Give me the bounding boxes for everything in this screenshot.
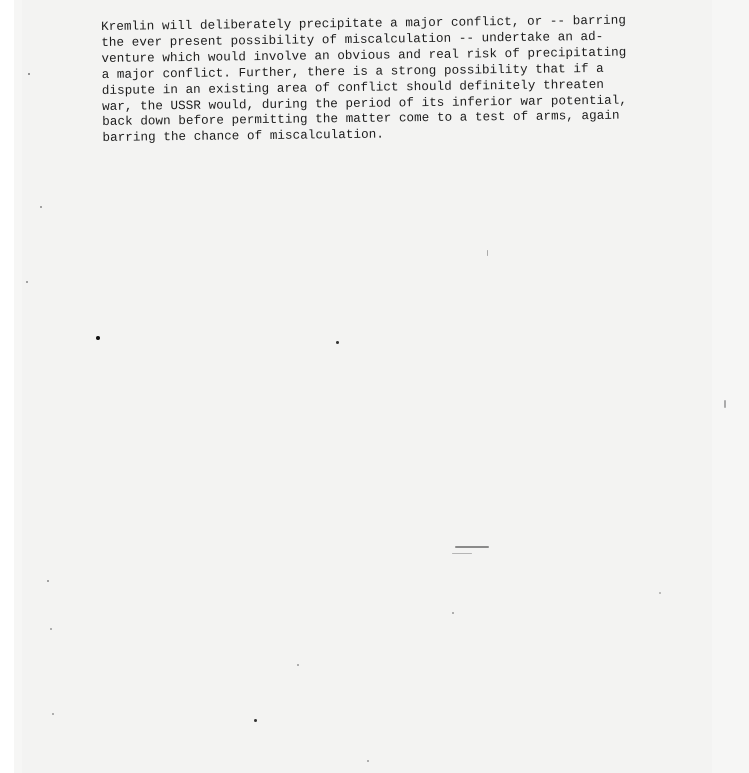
scan-speck <box>297 664 299 666</box>
scan-speck <box>52 713 54 715</box>
scan-speck <box>40 206 42 208</box>
scan-speck <box>487 250 488 256</box>
text-line: war, the USSR would, during the period of its inferior war potential, <box>101 93 628 114</box>
scan-speck <box>724 400 726 408</box>
text-line: Kremlin will deliberately precipitate a major conflict, or -- barring <box>101 13 627 34</box>
scan-speck <box>96 336 100 340</box>
text-line: dispute in an existing area of conflict should definitely threaten <box>101 77 605 98</box>
scan-speck <box>336 341 339 344</box>
text-line: venture which would involve an obvious and real risk of precipitating <box>101 45 627 66</box>
scan-speck <box>659 592 661 594</box>
scan-speck <box>50 628 52 630</box>
text-line: the ever present possibility of miscalculation -- undertake an ad- <box>101 29 604 50</box>
scan-speck <box>367 760 369 762</box>
text-line: a major conflict. Further, there is a strong possibility that if a <box>101 61 604 82</box>
scan-speck <box>452 612 454 614</box>
text-line: barring the chance of miscalculation. <box>102 127 384 146</box>
typewritten-paragraph <box>101 13 643 147</box>
scan-speck <box>28 73 30 75</box>
scan-speck <box>47 580 49 582</box>
scan-streak <box>455 546 489 548</box>
scan-streak <box>452 553 472 554</box>
scan-speck <box>254 719 257 722</box>
text-line: back down before permitting the matter come to a test of arms, again <box>102 109 620 130</box>
scan-speck <box>26 281 28 283</box>
